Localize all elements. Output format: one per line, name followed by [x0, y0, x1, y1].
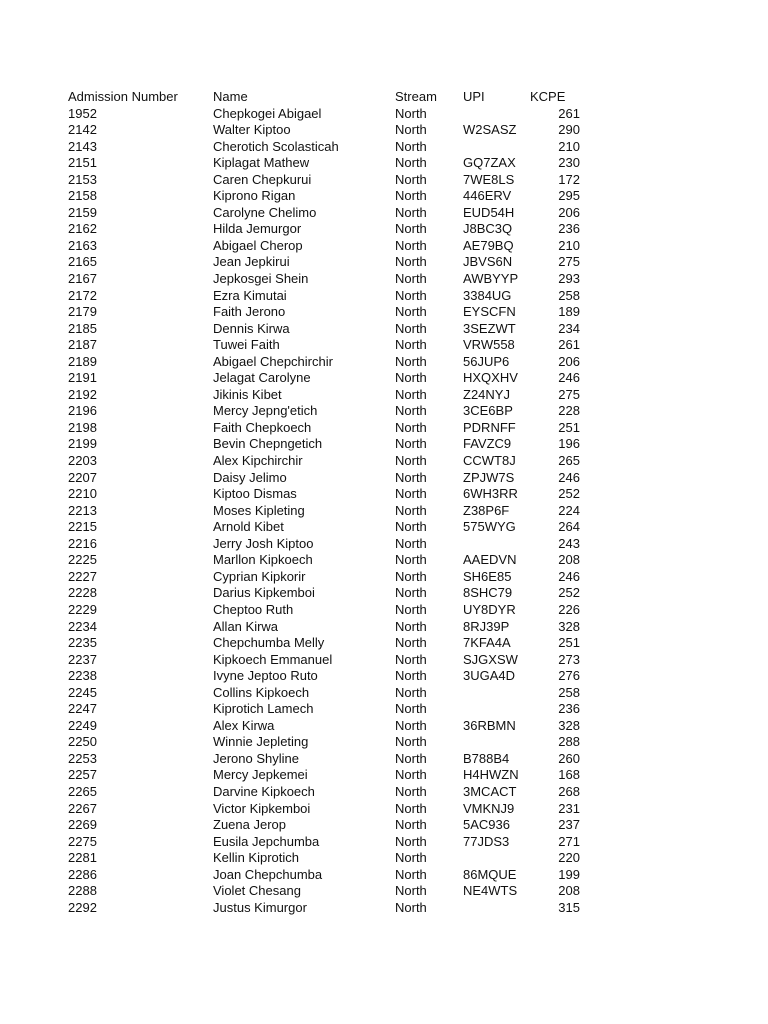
admission-number-cell: 2253 [68, 750, 97, 766]
student-list-table [68, 89, 588, 916]
admission-number-cell: 2165 [68, 254, 97, 270]
stream-cell: North [395, 618, 427, 634]
table-row [68, 188, 588, 205]
table-row [68, 652, 588, 669]
name-cell: Tuwei Faith [213, 337, 280, 353]
stream-cell: North [395, 783, 427, 799]
kcpe-cell: 208 [558, 552, 580, 568]
kcpe-cell: 258 [558, 287, 580, 303]
kcpe-cell: 252 [558, 486, 580, 502]
kcpe-cell: 234 [558, 320, 580, 336]
table-row [68, 519, 588, 536]
table-row [68, 784, 588, 801]
table-row [68, 122, 588, 139]
kcpe-cell: 196 [558, 436, 580, 452]
admission-number-cell: 2203 [68, 453, 97, 469]
table-row [68, 453, 588, 470]
stream-cell: North [395, 866, 427, 882]
stream-cell: North [395, 635, 427, 651]
upi-cell: 86MQUE [463, 866, 517, 882]
upi-cell: EUD54H [463, 204, 515, 220]
name-cell: Joan Chepchumba [213, 866, 323, 882]
stream-cell: North [395, 519, 427, 535]
stream-cell: North [395, 668, 427, 684]
stream-cell: North [395, 221, 427, 237]
upi-cell: 6WH3RR [463, 486, 518, 502]
stream-cell: North [395, 585, 427, 601]
stream-cell: North [395, 237, 427, 253]
stream-cell: North [395, 138, 427, 154]
upi-cell: UY8DYR [463, 601, 516, 617]
stream-cell: North [395, 750, 427, 766]
upi-cell: FAVZC9 [463, 436, 512, 452]
admission-number-cell: 2229 [68, 601, 97, 617]
stream-cell: North [395, 800, 427, 816]
stream-cell: North [395, 767, 427, 783]
kcpe-cell: 189 [558, 304, 580, 320]
header-name: Name [213, 89, 248, 104]
kcpe-cell: 261 [558, 105, 580, 121]
table-body [68, 106, 588, 917]
upi-cell: 5AC936 [463, 817, 510, 833]
upi-cell: 3MCACT [463, 783, 517, 799]
stream-cell: North [395, 469, 427, 485]
kcpe-cell: 231 [558, 800, 580, 816]
upi-cell: AAEDVN [463, 552, 517, 568]
upi-cell: JBVS6N [463, 254, 513, 270]
name-cell: Kiptoo Dismas [213, 486, 297, 502]
stream-cell: North [395, 502, 427, 518]
name-cell: Mercy Jepkemei [213, 767, 308, 783]
kcpe-cell: 236 [558, 221, 580, 237]
table-row [68, 470, 588, 487]
stream-cell: North [395, 833, 427, 849]
table-row [68, 172, 588, 189]
name-cell: Zuena Jerop [213, 817, 286, 833]
upi-cell: 77JDS3 [463, 833, 510, 849]
kcpe-cell: 208 [558, 883, 580, 899]
stream-cell: North [395, 568, 427, 584]
name-cell: Alex Kirwa [213, 717, 275, 733]
name-cell: Kiprono Rigan [213, 188, 296, 204]
admission-number-cell: 2269 [68, 817, 97, 833]
stream-cell: North [395, 105, 427, 121]
name-cell: Hilda Jemurgor [213, 221, 302, 237]
admission-number-cell: 2225 [68, 552, 97, 568]
admission-number-cell: 2191 [68, 370, 97, 386]
kcpe-cell: 237 [558, 817, 580, 833]
upi-cell: 36RBMN [463, 717, 516, 733]
table-row [68, 436, 588, 453]
stream-cell: North [395, 899, 427, 915]
table-row [68, 701, 588, 718]
name-cell: Caren Chepkurui [213, 171, 312, 187]
upi-cell: B788B4 [463, 750, 510, 766]
name-cell: Cherotich Scolasticah [213, 138, 339, 154]
admission-number-cell: 2265 [68, 783, 97, 799]
table-row [68, 221, 588, 238]
upi-cell: Z24NYJ [463, 386, 510, 402]
kcpe-cell: 268 [558, 783, 580, 799]
stream-cell: North [395, 419, 427, 435]
stream-cell: North [395, 287, 427, 303]
table-row [68, 602, 588, 619]
kcpe-cell: 199 [558, 866, 580, 882]
name-cell: Jelagat Carolyne [213, 370, 311, 386]
admission-number-cell: 2292 [68, 899, 97, 915]
kcpe-cell: 290 [558, 122, 580, 138]
table-row [68, 900, 588, 917]
name-cell: Chepkogei Abigael [213, 105, 322, 121]
stream-cell: North [395, 304, 427, 320]
kcpe-cell: 328 [558, 717, 580, 733]
name-cell: Walter Kiptoo [213, 122, 291, 138]
kcpe-cell: 315 [558, 899, 580, 915]
upi-cell: 7KFA4A [463, 635, 511, 651]
admission-number-cell: 2216 [68, 535, 97, 551]
stream-cell: North [395, 271, 427, 287]
admission-number-cell: 2234 [68, 618, 97, 634]
kcpe-cell: 246 [558, 568, 580, 584]
upi-cell: 3384UG [463, 287, 512, 303]
upi-cell: 446ERV [463, 188, 512, 204]
admission-number-cell: 2210 [68, 486, 97, 502]
table-row [68, 370, 588, 387]
table-row [68, 536, 588, 553]
upi-cell: VMKNJ9 [463, 800, 515, 816]
kcpe-cell: 228 [558, 403, 580, 419]
stream-cell: North [395, 601, 427, 617]
name-cell: Violet Chesang [213, 883, 301, 899]
kcpe-cell: 275 [558, 254, 580, 270]
stream-cell: North [395, 684, 427, 700]
name-cell: Eusila Jepchumba [213, 833, 320, 849]
upi-cell: Z38P6F [463, 502, 510, 518]
upi-cell: AWBYYP [463, 271, 519, 287]
stream-cell: North [395, 486, 427, 502]
name-cell: Mercy Jepng'etich [213, 403, 318, 419]
name-cell: Darius Kipkemboi [213, 585, 315, 601]
admission-number-cell: 2245 [68, 684, 97, 700]
upi-cell: ZPJW7S [463, 469, 515, 485]
name-cell: Marllon Kipkoech [213, 552, 313, 568]
name-cell: Jerono Shyline [213, 750, 299, 766]
name-cell: Chepchumba Melly [213, 635, 325, 651]
table-row [68, 751, 588, 768]
admission-number-cell: 2153 [68, 171, 97, 187]
table-row [68, 155, 588, 172]
stream-cell: North [395, 850, 427, 866]
name-cell: Faith Chepkoech [213, 419, 312, 435]
kcpe-cell: 230 [558, 155, 580, 171]
kcpe-cell: 295 [558, 188, 580, 204]
kcpe-cell: 251 [558, 635, 580, 651]
admission-number-cell: 1952 [68, 105, 97, 121]
name-cell: Jean Jepkirui [213, 254, 290, 270]
table-row [68, 337, 588, 354]
kcpe-cell: 168 [558, 767, 580, 783]
upi-cell: CCWT8J [463, 453, 516, 469]
table-row [68, 304, 588, 321]
table-row [68, 834, 588, 851]
kcpe-cell: 271 [558, 833, 580, 849]
kcpe-cell: 261 [558, 337, 580, 353]
name-cell: Daisy Jelimo [213, 469, 287, 485]
kcpe-cell: 246 [558, 370, 580, 386]
kcpe-cell: 288 [558, 734, 580, 750]
stream-cell: North [395, 171, 427, 187]
name-cell: Carolyne Chelimo [213, 204, 317, 220]
admission-number-cell: 2158 [68, 188, 97, 204]
admission-number-cell: 2288 [68, 883, 97, 899]
name-cell: Dennis Kirwa [213, 320, 290, 336]
table-row [68, 850, 588, 867]
admission-number-cell: 2198 [68, 419, 97, 435]
upi-cell: H4HWZN [463, 767, 519, 783]
upi-cell: 8RJ39P [463, 618, 510, 634]
admission-number-cell: 2213 [68, 502, 97, 518]
name-cell: Arnold Kibet [213, 519, 284, 535]
name-cell: Jerry Josh Kiptoo [213, 535, 314, 551]
stream-cell: North [395, 701, 427, 717]
upi-cell: EYSCFN [463, 304, 516, 320]
name-cell: Abigael Cherop [213, 237, 303, 253]
name-cell: Abigael Chepchirchir [213, 353, 333, 369]
stream-cell: North [395, 734, 427, 750]
stream-cell: North [395, 353, 427, 369]
admission-number-cell: 2249 [68, 717, 97, 733]
name-cell: Alex Kipchirchir [213, 453, 303, 469]
stream-cell: North [395, 155, 427, 171]
header-admission-number: Admission Number [68, 89, 178, 104]
admission-number-cell: 2247 [68, 701, 97, 717]
kcpe-cell: 251 [558, 419, 580, 435]
kcpe-cell: 252 [558, 585, 580, 601]
admission-number-cell: 2196 [68, 403, 97, 419]
admission-number-cell: 2162 [68, 221, 97, 237]
kcpe-cell: 224 [558, 502, 580, 518]
table-row [68, 718, 588, 735]
stream-cell: North [395, 403, 427, 419]
table-row [68, 321, 588, 338]
admission-number-cell: 2227 [68, 568, 97, 584]
name-cell: Darvine Kipkoech [213, 783, 315, 799]
kcpe-cell: 206 [558, 204, 580, 220]
stream-cell: North [395, 552, 427, 568]
kcpe-cell: 260 [558, 750, 580, 766]
admission-number-cell: 2199 [68, 436, 97, 452]
kcpe-cell: 273 [558, 651, 580, 667]
kcpe-cell: 293 [558, 271, 580, 287]
kcpe-cell: 220 [558, 850, 580, 866]
admission-number-cell: 2286 [68, 866, 97, 882]
table-row [68, 635, 588, 652]
upi-cell: 56JUP6 [463, 353, 510, 369]
upi-cell: NE4WTS [463, 883, 518, 899]
name-cell: Faith Jerono [213, 304, 286, 320]
kcpe-cell: 328 [558, 618, 580, 634]
admission-number-cell: 2143 [68, 138, 97, 154]
admission-number-cell: 2235 [68, 635, 97, 651]
admission-number-cell: 2250 [68, 734, 97, 750]
stream-cell: North [395, 204, 427, 220]
name-cell: Ezra Kimutai [213, 287, 287, 303]
upi-cell: J8BC3Q [463, 221, 513, 237]
admission-number-cell: 2257 [68, 767, 97, 783]
table-row [68, 883, 588, 900]
table-row [68, 668, 588, 685]
admission-number-cell: 2167 [68, 271, 97, 287]
stream-cell: North [395, 337, 427, 353]
upi-cell: 8SHC79 [463, 585, 513, 601]
admission-number-cell: 2151 [68, 155, 97, 171]
name-cell: Kellin Kiprotich [213, 850, 299, 866]
upi-cell: W2SASZ [463, 122, 517, 138]
admission-number-cell: 2228 [68, 585, 97, 601]
upi-cell: GQ7ZAX [463, 155, 516, 171]
kcpe-cell: 226 [558, 601, 580, 617]
table-row [68, 288, 588, 305]
kcpe-cell: 243 [558, 535, 580, 551]
upi-cell: 3CE6BP [463, 403, 513, 419]
table-row [68, 801, 588, 818]
table-row [68, 139, 588, 156]
stream-cell: North [395, 883, 427, 899]
stream-cell: North [395, 188, 427, 204]
name-cell: Bevin Chepngetich [213, 436, 323, 452]
table-row [68, 106, 588, 123]
upi-cell: 7WE8LS [463, 171, 515, 187]
kcpe-cell: 264 [558, 519, 580, 535]
table-row [68, 817, 588, 834]
table-row [68, 734, 588, 751]
stream-cell: North [395, 717, 427, 733]
table-row [68, 205, 588, 222]
admission-number-cell: 2192 [68, 386, 97, 402]
kcpe-cell: 246 [558, 469, 580, 485]
admission-number-cell: 2187 [68, 337, 97, 353]
table-row [68, 271, 588, 288]
admission-number-cell: 2207 [68, 469, 97, 485]
name-cell: Jikinis Kibet [213, 386, 282, 402]
name-cell: Cheptoo Ruth [213, 601, 294, 617]
stream-cell: North [395, 453, 427, 469]
kcpe-cell: 172 [558, 171, 580, 187]
header-row [68, 89, 588, 106]
name-cell: Jepkosgei Shein [213, 271, 309, 287]
kcpe-cell: 210 [558, 237, 580, 253]
name-cell: Ivyne Jeptoo Ruto [213, 668, 318, 684]
table-row [68, 403, 588, 420]
upi-cell: SJGXSW [463, 651, 518, 667]
stream-cell: North [395, 320, 427, 336]
header-upi: UPI [463, 89, 485, 104]
name-cell: Collins Kipkoech [213, 684, 310, 700]
upi-cell: HXQXHV [463, 370, 518, 386]
kcpe-cell: 265 [558, 453, 580, 469]
stream-cell: North [395, 535, 427, 551]
admission-number-cell: 2179 [68, 304, 97, 320]
upi-cell: 3UGA4D [463, 668, 516, 684]
upi-cell: PDRNFF [463, 419, 516, 435]
name-cell: Victor Kipkemboi [213, 800, 311, 816]
table-row [68, 569, 588, 586]
upi-cell: 575WYG [463, 519, 516, 535]
table-row [68, 387, 588, 404]
stream-cell: North [395, 370, 427, 386]
name-cell: Cyprian Kipkorir [213, 568, 306, 584]
admission-number-cell: 2159 [68, 204, 97, 220]
table-row [68, 354, 588, 371]
name-cell: Moses Kipleting [213, 502, 305, 518]
table-row [68, 585, 588, 602]
admission-number-cell: 2189 [68, 353, 97, 369]
table-row [68, 420, 588, 437]
name-cell: Kiplagat Mathew [213, 155, 310, 171]
kcpe-cell: 275 [558, 386, 580, 402]
table-row [68, 767, 588, 784]
kcpe-cell: 236 [558, 701, 580, 717]
upi-cell: VRW558 [463, 337, 515, 353]
table-row [68, 685, 588, 702]
upi-cell: 3SEZWT [463, 320, 516, 336]
admission-number-cell: 2281 [68, 850, 97, 866]
stream-cell: North [395, 254, 427, 270]
admission-number-cell: 2267 [68, 800, 97, 816]
kcpe-cell: 258 [558, 684, 580, 700]
admission-number-cell: 2163 [68, 237, 97, 253]
stream-cell: North [395, 436, 427, 452]
header-stream: Stream [395, 89, 437, 104]
upi-cell: AE79BQ [463, 237, 514, 253]
admission-number-cell: 2172 [68, 287, 97, 303]
name-cell: Winnie Jepleting [213, 734, 309, 750]
table-row [68, 552, 588, 569]
admission-number-cell: 2185 [68, 320, 97, 336]
stream-cell: North [395, 817, 427, 833]
table-row [68, 503, 588, 520]
stream-cell: North [395, 651, 427, 667]
name-cell: Justus Kimurgor [213, 899, 307, 915]
admission-number-cell: 2142 [68, 122, 97, 138]
table-row [68, 486, 588, 503]
stream-cell: North [395, 386, 427, 402]
table-row [68, 619, 588, 636]
name-cell: Kiprotich Lamech [213, 701, 314, 717]
name-cell: Allan Kirwa [213, 618, 279, 634]
table-row [68, 867, 588, 884]
admission-number-cell: 2215 [68, 519, 97, 535]
stream-cell: North [395, 122, 427, 138]
header-kcpe: KCPE [530, 89, 566, 104]
kcpe-cell: 206 [558, 353, 580, 369]
kcpe-cell: 210 [558, 138, 580, 154]
kcpe-cell: 276 [558, 668, 580, 684]
admission-number-cell: 2275 [68, 833, 97, 849]
admission-number-cell: 2238 [68, 668, 97, 684]
name-cell: Kipkoech Emmanuel [213, 651, 333, 667]
upi-cell: SH6E85 [463, 568, 512, 584]
table-row [68, 238, 588, 255]
admission-number-cell: 2237 [68, 651, 97, 667]
table-row [68, 254, 588, 271]
